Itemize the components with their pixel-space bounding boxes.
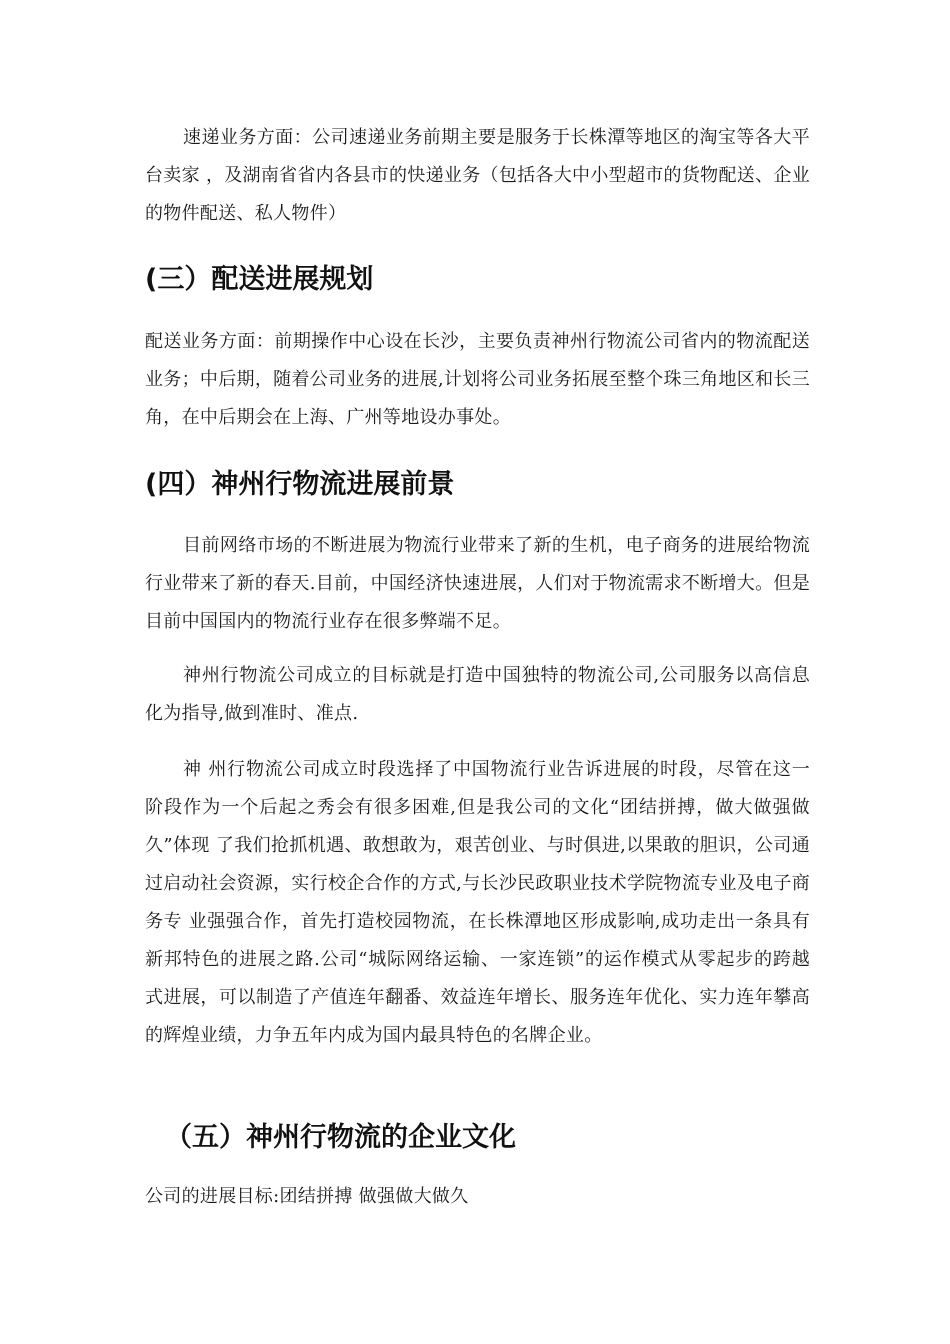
section-heading-5: （五）神州行物流的企业文化 [165, 1122, 516, 1153]
culture-goal-paragraph: 公司的进展目标:团结拼搏 做强做大做久 [145, 1186, 469, 1207]
express-business-paragraph: 速递业务方面：公司速递业务前期主要是服务于长株潭等地区的淘宝等各大平台卖家 ，及湖南省省内各县市的快递业务（包括各大中小型超市的货物配送、企业的物件配送、私人物件） [145, 127, 810, 224]
company-goal-paragraph: 神州行物流公司成立的目标就是打造中国独特的物流公司,公司服务以高信息化为指导,做到准时、准点. [145, 665, 810, 724]
delivery-business-paragraph: 配送业务方面：前期操作中心设在长沙，主要负责神州行物流公司省内的物流配送业务；中后期，随着公司业务的进展,计划将公司业务拓展至整个珠三角地区和长三角，在中后期会在上海、广州等地设办事处。 [145, 331, 810, 428]
market-prospect-paragraph: 目前网络市场的不断进展为物流行业带来了新的生机，电子商务的进展给物流行业带来了新的春天.目前，中国经济快速进展，人们对于物流需求不断增大。但是目前中国国内的物流行业存在很多弊端不足。 [145, 535, 810, 632]
section-heading-3: (三）配送进展规划 [145, 264, 374, 295]
company-timing-paragraph: 神 州行物流公司成立时段选择了中国物流行业告诉进展的时段，尽管在这一阶段作为一个后起之秀会有很多困难,但是我公司的文化“团结拼搏，做大做强做久”体现 了我们抢抓机遇、敢想敢为，艰苦创业、与时俱进,以果敢的胆识，公司通过启动社会资源，实行校企合作的方式,与长沙民政职业技术学院物流专业及电子商务专 业强强合作，首先打造校园物流，在长株潭地区形成影响,成功走出一条具有新邦特色的进展之路.公司“城际网络运输、一家连锁”的运作模式从零起步的跨越式进展，可以制造了产值连年翻番、效益连年增长、服务连年优化、实力连年攀高的辉煌业绩，力争五年内成为国内最具特色的名牌企业。 [145, 759, 810, 1046]
section-heading-4: (四）神州行物流进展前景 [145, 469, 455, 500]
